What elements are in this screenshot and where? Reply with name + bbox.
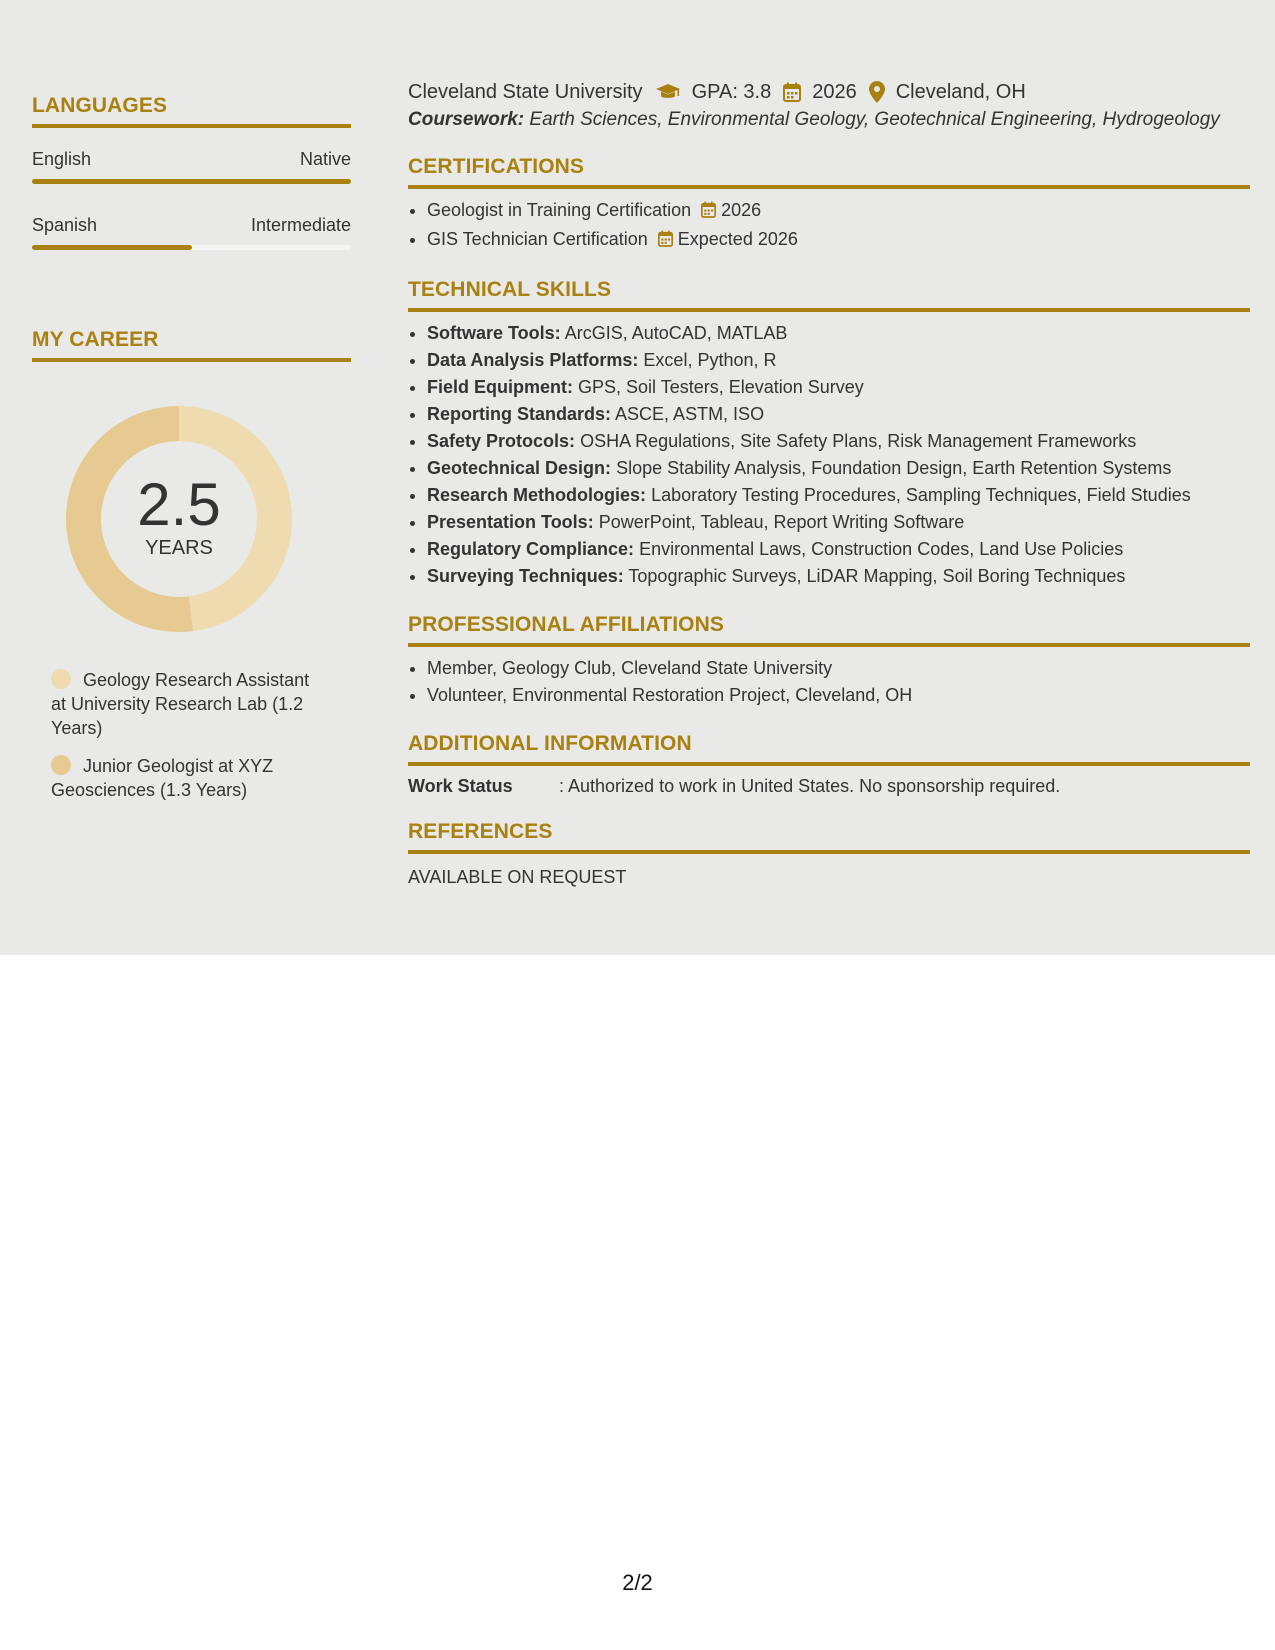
languages-heading: LANGUAGES [32,92,351,128]
skill-category: Surveying Techniques: [427,566,624,586]
skill-category: Reporting Standards: [427,404,612,424]
skill-values: Excel, Python, R [643,350,777,370]
graduation-cap-icon [655,83,681,101]
skill-values: PowerPoint, Tableau, Report Writing Software [598,512,965,532]
skill-category: Presentation Tools: [427,512,594,532]
certifications-heading: CERTIFICATIONS [408,153,1250,189]
right-column [408,78,1250,888]
skill-item [427,509,1250,536]
language-bar-track [32,245,351,250]
skill-values: Laboratory Testing Procedures, Sampling Techniques, Field Studies [651,485,1191,505]
legend-dot [51,669,71,689]
coursework-label: Coursework: [408,109,525,130]
skill-category: Safety Protocols: [427,431,576,451]
skill-item [427,482,1250,509]
graduation-year: 2026 [812,81,857,103]
education-line [408,78,1250,106]
work-status-value: : Authorized to work in United States. No sponsorship required. [559,776,1061,796]
calendar-icon [701,199,716,226]
technical-skills-section [408,276,1250,590]
career-legend-item [51,754,326,802]
career-legend-item [51,668,326,740]
work-status-label: Work Status [408,776,513,796]
language-level: Native [299,149,351,169]
career-entry-label: Geology Research Assistant at University Research Lab (1.2 Years) [51,670,310,738]
skill-values: OSHA Regulations, Site Safety Plans, Risk Management Frameworks [580,431,1137,451]
additional-info-heading: ADDITIONAL INFORMATION [408,730,1250,766]
left-column [32,92,351,816]
technical-skills-heading: TECHNICAL SKILLS [408,276,1250,312]
skill-category: Field Equipment: [427,377,573,397]
language-name: English [32,149,92,169]
career-donut-chart [66,406,292,632]
affiliation-item: • Volunteer, Environmental Restoration Project, Cleveland, OH [427,682,1250,709]
certification-item [427,197,1250,226]
certifications-section [408,153,1250,255]
language-level: Intermediate [250,215,351,235]
language-item-spanish [32,214,351,250]
coursework [408,108,1250,132]
certification-date: 2026 [721,200,762,220]
certification-name: GIS Technician Certification [427,229,648,249]
affiliations-heading: PROFESSIONAL AFFILIATIONS [408,611,1250,647]
skill-item [427,455,1250,482]
school-location: Cleveland, OH [895,81,1026,103]
references-section [408,818,1250,888]
skill-category: Data Analysis Platforms: [427,350,639,370]
skill-category: Research Methodologies: [427,485,647,505]
language-item-english [32,148,351,184]
affiliations-section [408,611,1250,709]
coursework-list: Earth Sciences, Environmental Geology, Geotechnical Engineering, Hydrogeology [529,109,1220,130]
skill-category: Software Tools: [427,323,561,343]
language-name: Spanish [32,215,98,235]
language-bar-fill [32,179,351,184]
page-number: 2/2 [622,1570,653,1595]
school-name: Cleveland State University [408,81,643,103]
calendar-icon [658,228,673,255]
work-status-row [408,775,1250,797]
certification-date: Expected 2026 [677,229,798,249]
skill-values: GPS, Soil Testers, Elevation Survey [578,377,864,397]
skill-item [427,320,1250,347]
references-text: AVAILABLE ON REQUEST [408,867,627,887]
skill-values: Slope Stability Analysis, Foundation Design, Earth Retention Systems [616,458,1172,478]
affiliation-item: • Member, Geology Club, Cleveland State University [427,655,1250,682]
legend-dot [51,755,71,775]
skill-category: Geotechnical Design: [427,458,612,478]
skill-values: ArcGIS, AutoCAD, MATLAB [564,323,788,343]
skill-item [427,374,1250,401]
additional-info-section [408,730,1250,797]
skill-item [427,536,1250,563]
skill-item [427,428,1250,455]
gpa: GPA: 3.8 [691,81,772,103]
certification-name: Geologist in Training Certification [427,200,692,220]
map-pin-icon [869,81,885,103]
career-total-unit: YEARS [145,537,213,559]
career-entry-label: Junior Geologist at XYZ Geosciences (1.3 Years) [51,756,274,800]
skill-item [427,401,1250,428]
certification-item [427,226,1250,255]
skill-item [427,347,1250,374]
skill-values: Environmental Laws, Construction Codes, Land Use Policies [639,539,1124,559]
skill-item [427,563,1250,590]
career-heading: MY CAREER [32,326,351,362]
career-legend [51,668,326,802]
skill-values: ASCE, ASTM, ISO [615,404,765,424]
skill-category: Regulatory Compliance: [427,539,635,559]
references-heading: REFERENCES [408,818,1250,854]
skill-values: Topographic Surveys, LiDAR Mapping, Soil Boring Techniques [628,566,1126,586]
calendar-icon [783,82,801,102]
language-bar-track [32,179,351,184]
career-total-value: 2.5 [137,471,221,538]
language-bar-fill [32,245,192,250]
